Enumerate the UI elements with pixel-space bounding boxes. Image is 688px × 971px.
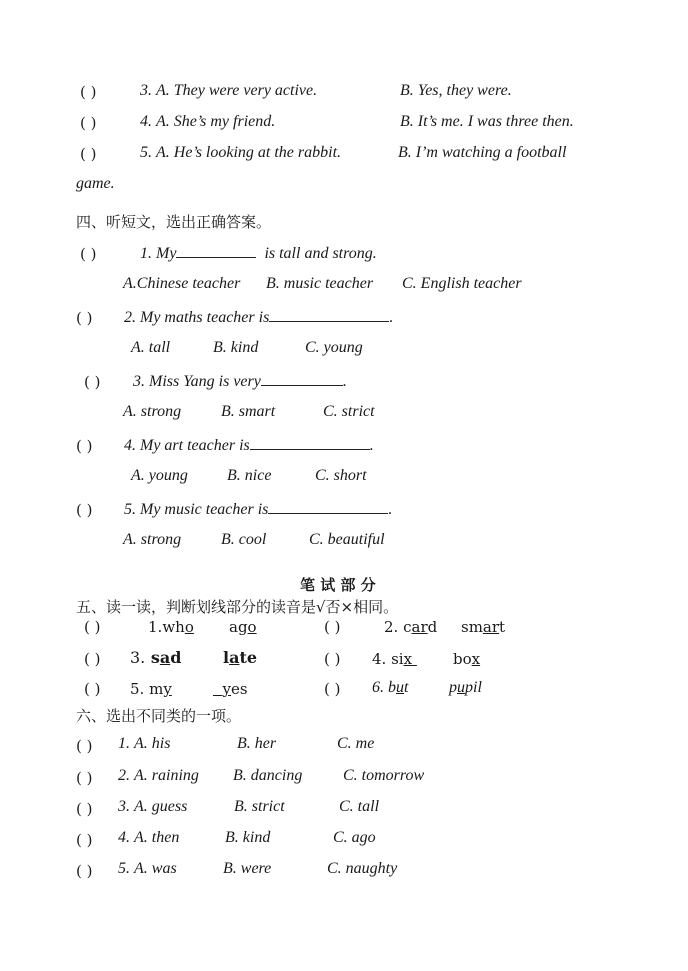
s6-q5-num: 5. [118, 860, 130, 877]
s6-q1-num: 1. [118, 735, 130, 752]
s5-q4-word-2 [453, 650, 480, 668]
s4-q5-stem-pre: 5. My music teacher is [124, 501, 269, 518]
s4-q4-opt-a: A. young [131, 467, 188, 484]
s5-q2-num: 2. [384, 618, 399, 636]
s4-q1-stem-post: is tall and strong. [264, 245, 377, 262]
s5-q6-w1-underlined: u [396, 679, 404, 696]
s3-q5-option-b: B. I’m watching a football [398, 144, 567, 161]
s6-q2-option-a: A. raining [134, 767, 199, 784]
s4-q1-stem-pre: 1. My [140, 245, 177, 262]
s6-q5-option-b: B. were [223, 860, 272, 877]
s6-q5-paren[interactable]: ( ) [76, 862, 93, 880]
s4-q5-stem [124, 499, 392, 519]
written-section-title: 笔 试 部 分 [300, 576, 376, 594]
s4-q1-opt-c: C. English teacher [402, 275, 522, 292]
s4-q4-stem [124, 435, 374, 455]
s4-q3-paren[interactable]: ( ) [84, 373, 101, 391]
s5-q3-w2-underlined: a [229, 648, 240, 667]
s5-q3-paren[interactable]: ( ) [84, 650, 101, 668]
s4-q2-opt-c: C. young [305, 339, 363, 356]
s4-q2-blank [269, 307, 389, 322]
s5-q5-w2-underlined: y [222, 680, 232, 698]
s6-q1-option-a: A. his [134, 735, 171, 752]
s6-q3-option-a: A. guess [134, 798, 188, 815]
s6-q2-option-b: B. dancing [233, 767, 303, 784]
s5-q4-w1-pre: si [391, 650, 404, 668]
s4-q4-paren[interactable]: ( ) [76, 437, 93, 455]
s4-q3-stem [133, 371, 347, 391]
s6-q4-option-c: C. ago [333, 829, 376, 846]
s5-q3-word-2 [223, 648, 257, 667]
s5-q5-w2-post: es [231, 680, 248, 698]
s4-q4-blank [250, 435, 370, 450]
s4-q5-opt-b: B. cool [221, 531, 267, 548]
s5-q3-w2-pre: l [223, 648, 230, 667]
s4-q1-blank [176, 243, 256, 258]
s3-q4-option-a: A. She’s my friend. [156, 113, 276, 130]
s5-q4-word-1 [372, 650, 417, 668]
s5-q3-w1-pre: s [150, 648, 160, 667]
s4-q4-stem-pre: 4. My art teacher is [124, 437, 250, 454]
s6-q2-option-c: C. tomorrow [343, 767, 425, 784]
s4-q1-opt-b: B. music teacher [266, 275, 374, 292]
s6-q5-option-c: C. naughty [327, 860, 398, 877]
s5-q3-w2-post: te [239, 648, 258, 667]
s4-q5-paren[interactable]: ( ) [76, 501, 93, 519]
s4-q4-opt-c: C. short [315, 467, 367, 484]
s3-q3-option-a: A. They were very active. [156, 82, 318, 99]
s5-q1-word-2 [229, 618, 257, 636]
section6-title: 六、选出不同类的一项。 [76, 707, 242, 725]
s6-q5-option-a: A. was [134, 860, 177, 877]
s3-q5-paren[interactable]: ( ) [80, 145, 97, 163]
s5-q1-paren[interactable]: ( ) [84, 618, 101, 636]
s6-q4-option-a: A. then [134, 829, 180, 846]
s5-q2-w1-post: d [427, 618, 438, 636]
s6-q1-option-c: C. me [337, 735, 375, 752]
s3-q4-paren[interactable]: ( ) [80, 114, 97, 132]
s5-q1-num: 1. [148, 618, 163, 636]
s5-q5-w1-pre: m [149, 680, 164, 698]
s5-q1-word-1 [148, 618, 194, 636]
s5-q6-w1-pre: b [388, 679, 396, 696]
s4-q5-blank [268, 499, 388, 514]
s4-q1-opt-a: A.Chinese teacher [123, 275, 241, 292]
s5-q2-w2-pre: sm [461, 618, 483, 636]
s5-q5-w1-underlined: y [163, 680, 172, 698]
s5-q4-w1-underline-tail [412, 650, 417, 668]
s5-q6-w1-post: t [404, 679, 409, 696]
s5-q5-w2-underline-lead [213, 680, 223, 698]
s5-q4-paren[interactable]: ( ) [324, 650, 341, 668]
s6-q3-option-c: C. tall [339, 798, 380, 815]
s6-q2-num: 2. [118, 767, 130, 784]
s5-q1-w2-underlined: o [247, 618, 257, 636]
s5-q5-num: 5. [130, 680, 145, 698]
s4-q3-opt-b: B. smart [221, 403, 276, 420]
section5-title: 五、读一读，判断划线部分的读音是√否×相同。 [76, 598, 399, 616]
s5-q6-w2-pre: p [449, 679, 457, 696]
s4-q2-stem [124, 307, 393, 327]
s5-q2-w2-post: t [499, 618, 506, 636]
s5-q6-num: 6. [372, 679, 384, 696]
s5-q3-w1-post: d [170, 648, 182, 667]
s4-q3-blank [261, 371, 343, 386]
s4-q3-opt-c: C. strict [323, 403, 375, 420]
s5-q1-w1-underlined: o [184, 618, 194, 636]
s3-q4-num: 4. [140, 113, 152, 130]
s5-q6-w2-post: pil [465, 679, 482, 696]
s5-q5-word-1 [130, 680, 172, 698]
s5-q2-w1-underlined: ar [411, 618, 428, 636]
s5-q6-w2-underlined: u [457, 679, 465, 696]
s4-q3-stem-post: . [342, 373, 347, 390]
s4-q1-stem [140, 243, 377, 263]
s5-q5-paren[interactable]: ( ) [84, 680, 101, 698]
s5-q6-word-1 [372, 679, 408, 697]
s6-q2-paren[interactable]: ( ) [76, 769, 93, 787]
s3-q4-option-b: B. It’s me. I was three then. [400, 113, 574, 130]
s5-q1-w2-pre: ag [229, 618, 248, 636]
s5-q3-word-1 [130, 648, 181, 667]
s5-q3-w1-underlined: a [159, 648, 171, 667]
s6-q4-option-b: B. kind [225, 829, 271, 846]
s6-q3-option-b: B. strict [234, 798, 285, 815]
s4-q4-stem-post: . [369, 437, 374, 454]
s3-q5-num: 5. [140, 144, 152, 161]
s4-q3-opt-a: A. strong [123, 403, 182, 420]
s4-q2-opt-b: B. kind [213, 339, 259, 356]
s6-q4-num: 4. [118, 829, 130, 846]
s5-q1-w1-pre: wh [162, 618, 185, 636]
s5-q2-word-2 [461, 618, 505, 636]
s5-q4-w1-underlined: x [403, 650, 413, 668]
s4-q5-stem-post: . [388, 501, 393, 518]
s5-q2-w2-underlined: ar [482, 618, 500, 636]
s4-q4-opt-b: B. nice [227, 467, 272, 484]
s3-q3-num: 3. [140, 82, 152, 99]
section4-title: 四、听短文，选出正确答案。 [76, 213, 272, 231]
s5-q2-word-1 [384, 618, 437, 636]
s4-q2-paren[interactable]: ( ) [76, 309, 93, 327]
s4-q2-stem-pre: 2. My maths teacher is [124, 309, 270, 326]
s5-q6-word-2 [449, 679, 482, 697]
s4-q5-opt-c: C. beautiful [309, 531, 385, 548]
s5-q2-w1-pre: c [403, 618, 412, 636]
s6-q1-option-b: B. her [237, 735, 277, 752]
s4-q1-paren[interactable]: ( ) [80, 245, 97, 263]
s5-q6-paren[interactable]: ( ) [324, 680, 341, 698]
s4-q2-opt-a: A. tall [131, 339, 171, 356]
s3-q5-option-a: A. He’s looking at the rabbit. [156, 144, 342, 161]
s6-q3-num: 3. [118, 798, 130, 815]
s3-q3-option-b: B. Yes, they were. [400, 82, 512, 99]
s6-q1-paren[interactable]: ( ) [76, 737, 93, 755]
s6-q4-paren[interactable]: ( ) [76, 831, 93, 849]
s5-q5-word-2 [213, 680, 248, 698]
s4-q5-opt-a: A. strong [123, 531, 182, 548]
s3-q5-option-b-cont: game. [76, 175, 115, 192]
s5-q4-w2-pre: bo [453, 650, 472, 668]
s5-q2-paren[interactable]: ( ) [324, 618, 341, 636]
s4-q2-stem-post: . [389, 309, 394, 326]
s6-q3-paren[interactable]: ( ) [76, 800, 93, 818]
s5-q4-w2-underlined: x [471, 650, 481, 668]
s5-q4-num: 4. [372, 650, 387, 668]
s3-q3-paren[interactable]: ( ) [80, 83, 97, 101]
s4-q3-stem-pre: 3. Miss Yang is very [133, 373, 261, 390]
s5-q3-num: 3. [130, 648, 146, 667]
